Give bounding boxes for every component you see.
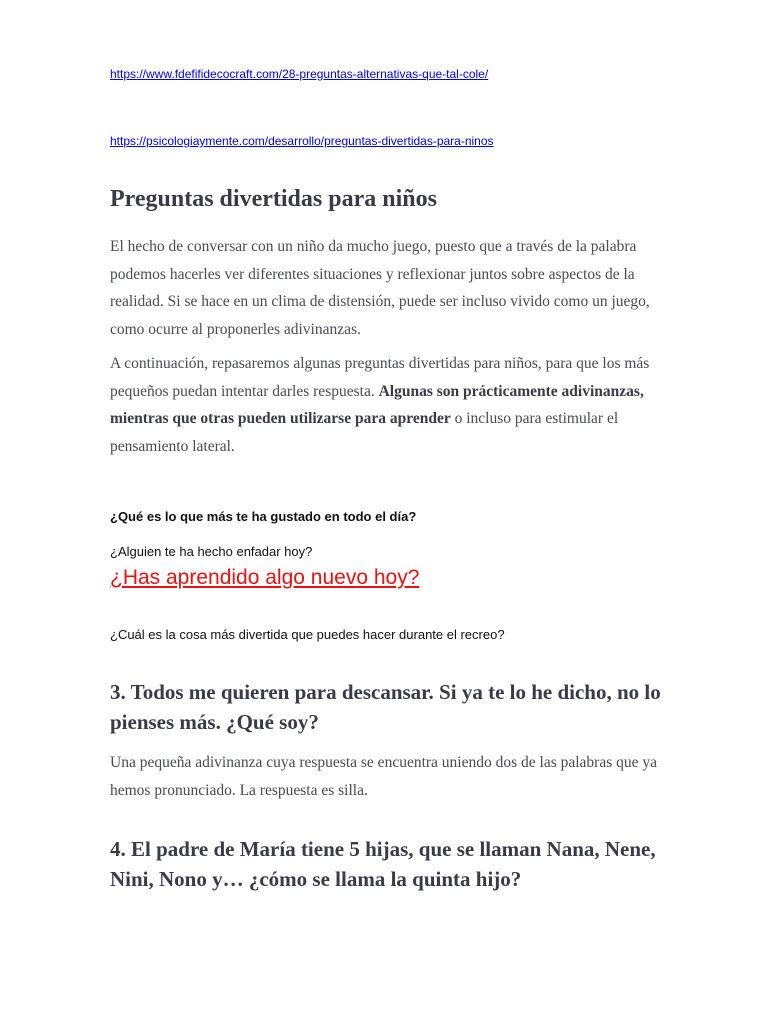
riddle-3-title: 3. Todos me quieren para descansar. Si ya te lo he dicho, no lo pienses más. ¿Qué soy? xyxy=(110,680,661,734)
source-link-2[interactable]: https://psicologiaymente.com/desarrollo/preguntas-divertidas-para-ninos xyxy=(110,134,494,148)
question-4: ¿Cuál es la cosa más divertida que puedes hacer durante el recreo? xyxy=(110,627,505,642)
second-paragraph-start: A continuación, repasaremos algunas preguntas divertidas para niños, para que los más pequeños puedan intentar darles respuesta. xyxy=(110,355,650,400)
source-link-1[interactable]: https://www.fdefifidecocraft.com/28-preguntas-alternativas-que-tal-cole/ xyxy=(110,67,489,81)
second-paragraph xyxy=(110,350,670,460)
riddle-4-title: 4. El padre de María tiene 5 hijas, que se llaman Nana, Nene, Nini, Nono y… ¿cómo se llama la quinta hijo? xyxy=(110,837,656,891)
second-paragraph-end: o incluso para estimular el pensamiento lateral. xyxy=(110,410,619,455)
question-3-highlight: ¿Has aprendido algo nuevo hoy? xyxy=(110,566,420,589)
question-2: ¿Alguien te ha hecho enfadar hoy? xyxy=(110,544,313,559)
riddle-3-answer: Una pequeña adivinanza cuya respuesta se encuentra uniendo dos de las palabras que ya hemos pronunciado. La respuesta es silla. xyxy=(110,754,658,799)
intro-paragraph: El hecho de conversar con un niño da mucho juego, puesto que a través de la palabra podemos hacerles ver diferentes situaciones y reflexionar juntos sobre aspectos de la realidad. Si se hace en un clima de distensión, puede ser incluso vivido como un juego, como ocurre al proponerles adivinanzas. xyxy=(110,238,650,338)
question-1: ¿Qué es lo que más te ha gustado en todo el día? xyxy=(110,509,417,524)
second-paragraph-bold: Algunas son prácticamente adivinanzas, mientras que otras pueden utilizarse para aprender xyxy=(110,382,644,427)
page-title: Preguntas divertidas para niños xyxy=(110,186,437,212)
